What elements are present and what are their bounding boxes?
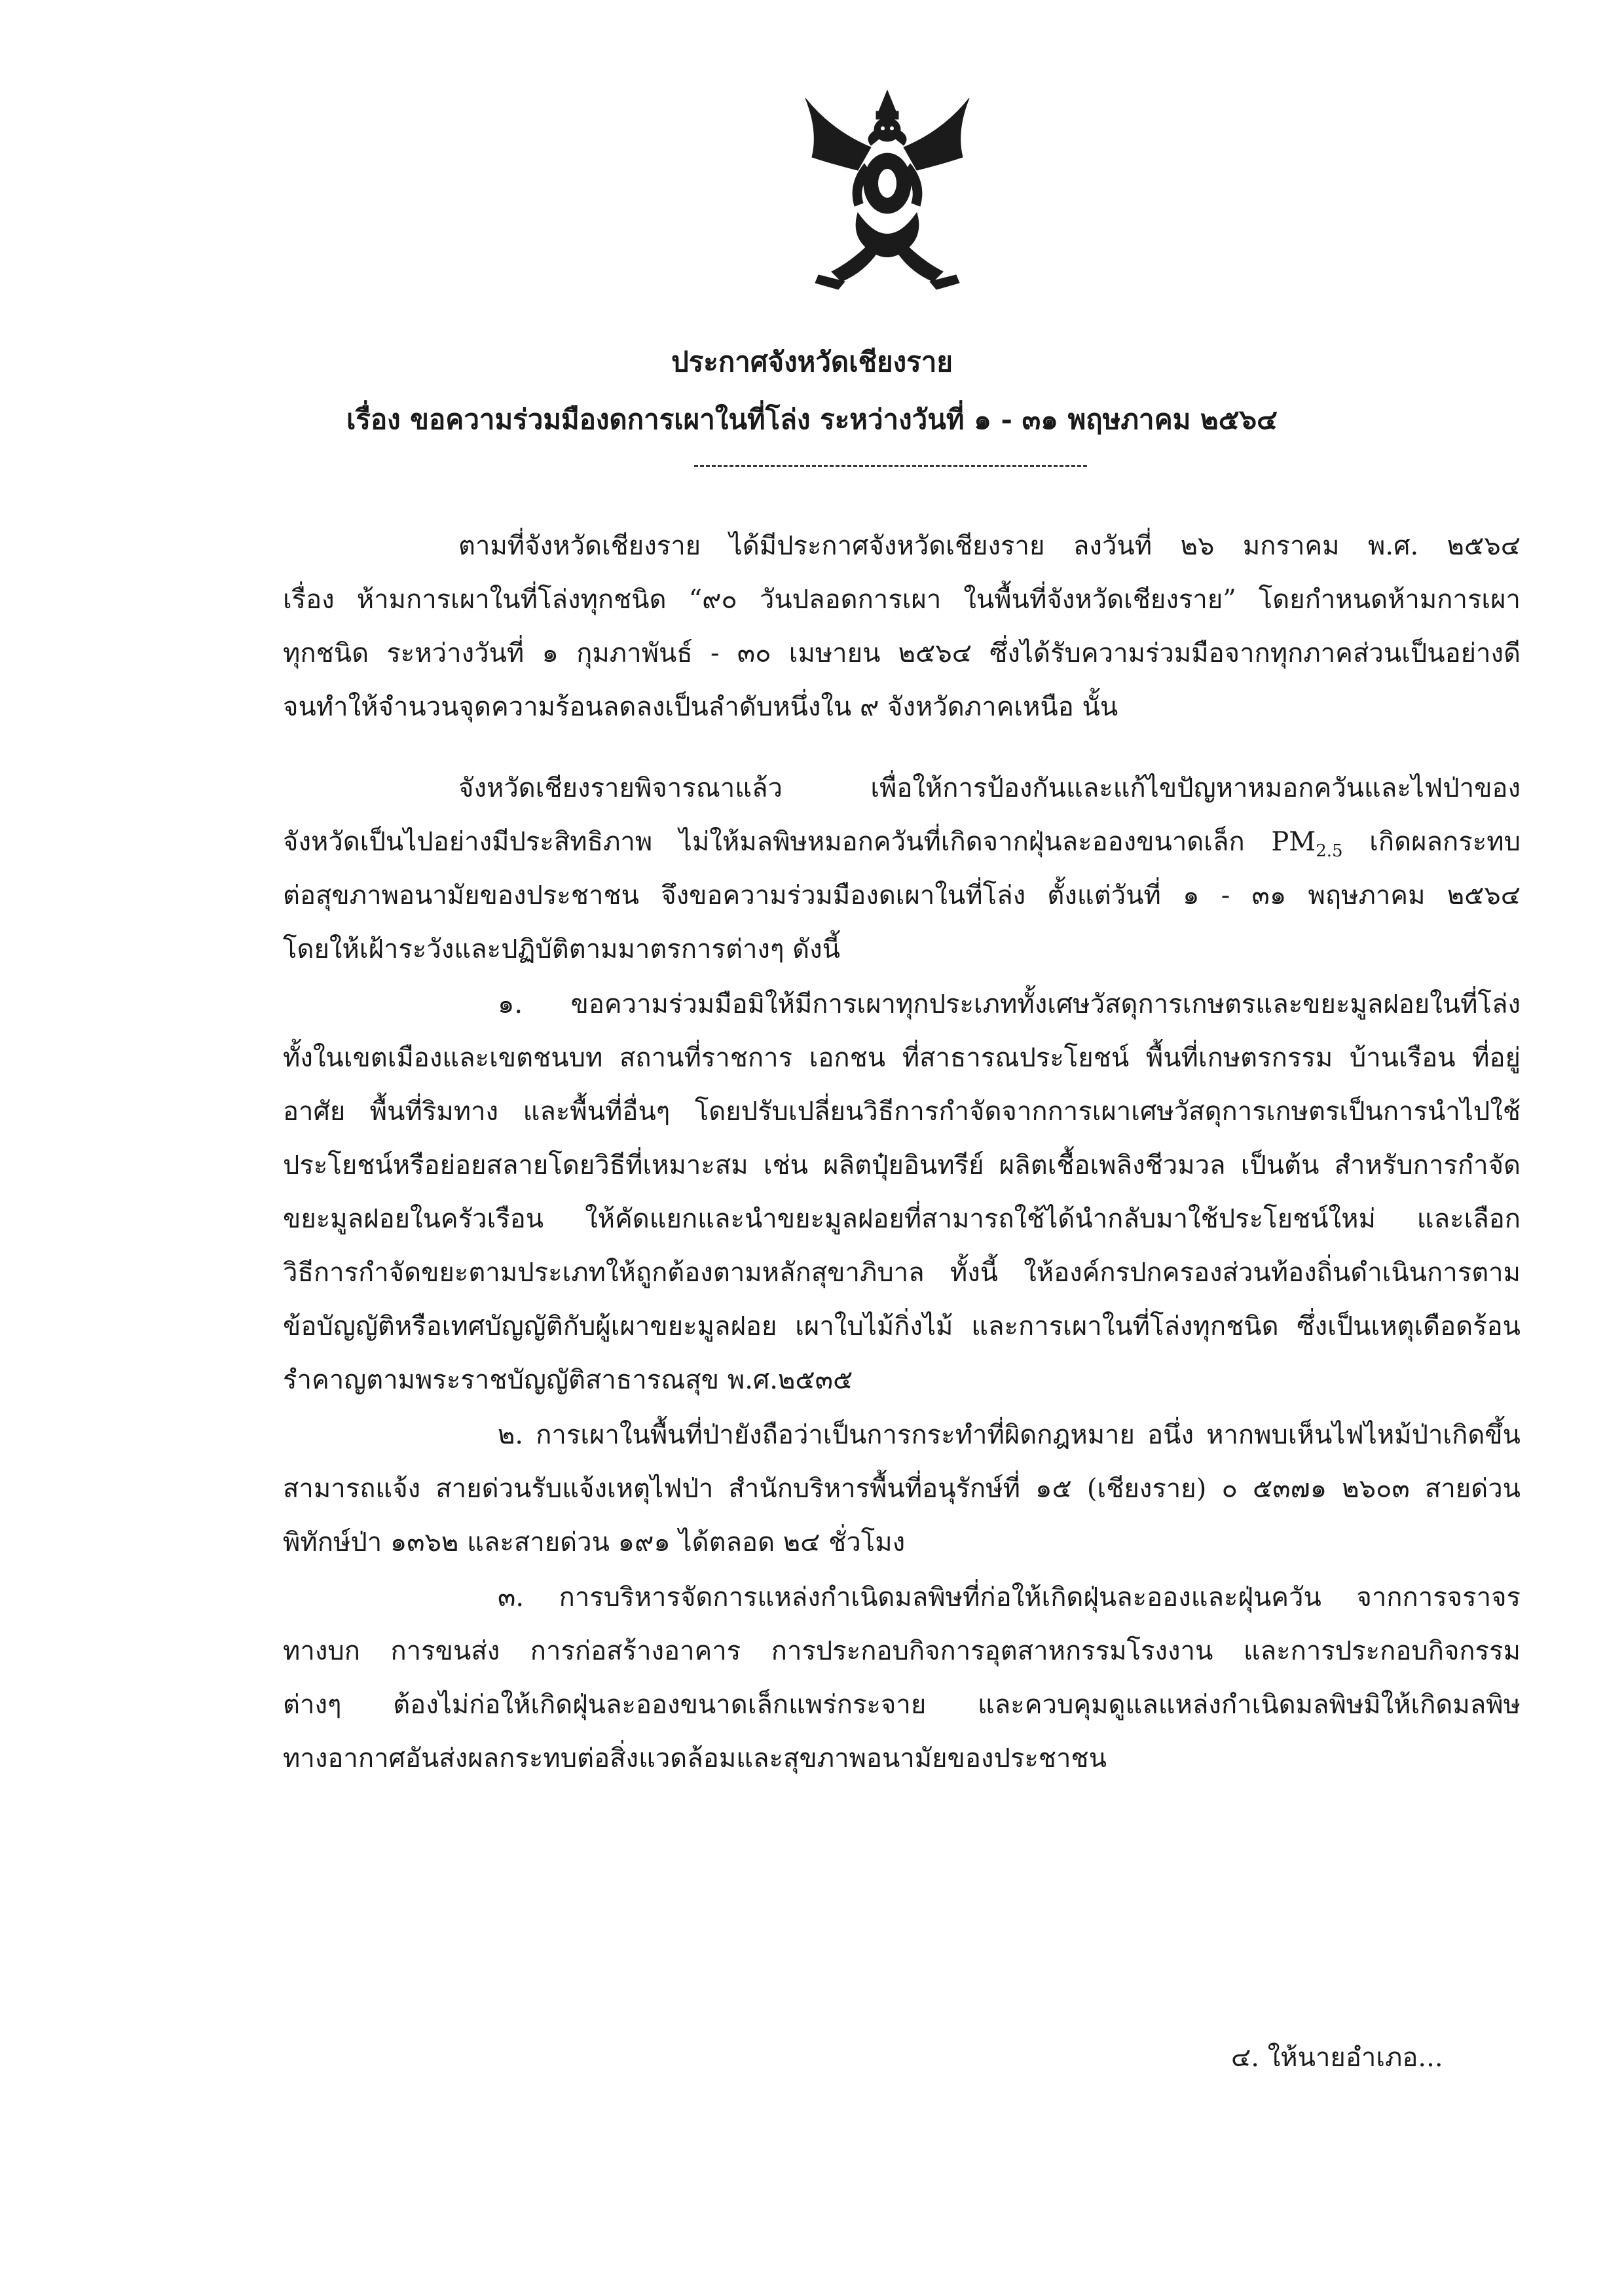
continued-marker: ๔. ให้นายอำเภอ... — [1231, 2043, 1443, 2073]
document-title: ประกาศจังหวัดเชียงราย — [671, 346, 953, 378]
p1-line-3: ทุกชนิด ระหว่างวันที่ ๑ กุมภาพันธ์ - ๓๐ เมษายน ๒๕๖๔ ซึ่งได้รับความร่วมมือจากทุกภาคส่วนเป็นอย่างดี — [283, 638, 1521, 668]
title-divider — [694, 465, 1087, 467]
item2-line-3: พิทักษ์ป่า ๑๓๖๒ และสายด่วน ๑๙๑ ได้ตลอด ๒๔ ชั่วโมง — [283, 1527, 906, 1558]
item3-line-1: ๓. การบริหารจัดการแหล่งกำเนิดมลพิษที่ก่อให้เกิดฝุ่นละอองและฝุ่นควัน จากการจราจร — [498, 1582, 1521, 1613]
p1-line-2: เรื่อง ห้ามการเผาในที่โล่งทุกชนิด “๙๐ วันปลอดการเผา ในพื้นที่จังหวัดเชียงราย” โดยกำหนดห้ามการเผา — [283, 585, 1521, 615]
item1-line-5: ขยะมูลฝอยในครัวเรือน ให้คัดแยกและนำขยะมูลฝอยที่สามารถใช้ได้นำกลับมาใช้ประโยชน์ใหม่ และเลือก — [283, 1204, 1521, 1234]
item3-line-4: ทางอากาศอันส่งผลกระทบต่อสิ่งแวดล้อมและสุขภาพอนามัยของประชาชน — [283, 1743, 1107, 1774]
item2-line-1: ๒. การเผาในพื้นที่ป่ายังถือว่าเป็นการกระทำที่ผิดกฎหมาย อนึ่ง หากพบเห็นไฟไหม้ป่าเกิดขึ้น — [498, 1420, 1521, 1450]
p2-line-2-tail: เกิดผลกระทบ — [1369, 827, 1521, 857]
document-subject: เรื่อง ขอความร่วมมืองดการเผาในที่โล่ง ระหว่างวันที่ ๑ - ๓๑ พฤษภาคม ๒๕๖๔ — [346, 403, 1278, 435]
p2-line-4: โดยให้เฝ้าระวังและปฏิบัติตามมาตรการต่างๆ ดังนี้ — [283, 934, 840, 964]
item1-line-8: รำคาญตามพระราชบัญญัติสาธารณสุข พ.ศ.๒๕๓๕ — [283, 1365, 853, 1395]
item3-line-2: ทางบก การขนส่ง การก่อสร้างอาคาร การประกอบกิจการอุตสาหกรรมโรงงาน และการประกอบกิจกรรม — [283, 1636, 1521, 1666]
p2-line-3: ต่อสุขภาพอนามัยของประชาชน จึงขอความร่วมมืองดเผาในที่โล่ง ตั้งแต่วันที่ ๑ - ๓๑ พฤษภาคม ๒๕๖๔ — [283, 881, 1521, 911]
item1-line-7: ข้อบัญญัติหรือเทศบัญญัติกับผู้เผาขยะมูลฝอย เผาใบไม้กิ่งไม้ และการเผาในที่โล่งทุกชนิด ซึ่งเป็นเหตุเดือดร้อน — [283, 1311, 1521, 1341]
item1-line-1: ๑. ขอความร่วมมือมิให้มีการเผาทุกประเภททั้งเศษวัสดุการเกษตรและขยะมูลฝอยในที่โล่ง — [498, 989, 1521, 1019]
garuda-emblem-icon — [792, 85, 982, 295]
item1-line-3: อาศัย พื้นที่ริมทาง และพื้นที่อื่นๆ โดยปรับเปลี่ยนวิธีการกำจัดจากการเผาเศษวัสดุการเกษตรเป็นการนำไปใช้ — [283, 1097, 1521, 1127]
p1-line-4: จนทำให้จำนวนจุดความร้อนลดลงเป็นลำดับหนึ่งใน ๙ จังหวัดภาคเหนือ นั้น — [283, 692, 1118, 722]
pm-label: PM — [1271, 827, 1316, 857]
item3-line-3: ต่างๆ ต้องไม่ก่อให้เกิดฝุ่นละอองขนาดเล็กแพร่กระจาย และควบคุมดูแลแหล่งกำเนิดมลพิษมิให้เกิดมลพิษ — [283, 1690, 1521, 1720]
item1-line-2: ทั้งในเขตเมืองและเขตชนบท สถานที่ราชการ เอกชน ที่สาธารณประโยชน์ พื้นที่เกษตรกรรม บ้านเรือน ที่อยู่ — [283, 1043, 1521, 1073]
p2-line-2-text: จังหวัดเป็นไปอย่างมีประสิทธิภาพ ไม่ให้มลพิษหมอกควันที่เกิดจากฝุ่นละอองขนาดเล็ก — [283, 827, 1245, 857]
p2-line-2 — [283, 825, 1521, 868]
pm-subscript: 2.5 — [1316, 841, 1343, 861]
p2-line-1: จังหวัดเชียงรายพิจารณาแล้ว เพื่อให้การป้องกันและแก้ไขปัญหาหมอกควันและไฟป่าของ — [458, 773, 1521, 803]
p1-line-1: ตามที่จังหวัดเชียงราย ได้มีประกาศจังหวัดเชียงราย ลงวันที่ ๒๖ มกราคม พ.ศ. ๒๕๖๔ — [458, 531, 1521, 561]
item2-line-2: สามารถแจ้ง สายด่วนรับแจ้งเหตุไฟป่า สำนักบริหารพื้นที่อนุรักษ์ที่ ๑๕ (เชียงราย) ๐ ๕๓๗๑ ๒๖๐๓ สายด่วน — [283, 1474, 1521, 1504]
item1-line-4: ประโยชน์หรือย่อยสลายโดยวิธีที่เหมาะสม เช่น ผลิตปุ๋ยอินทรีย์ ผลิตเชื้อเพลิงชีวมวล เป็นต้น สำหรับการกำจัด — [283, 1150, 1521, 1180]
item1-line-6: วิธีการกำจัดขยะตามประเภทให้ถูกต้องตามหลักสุขาภิบาล ทั้งนี้ ให้องค์กรปกครองส่วนท้องถิ่นดำเนินการตาม — [283, 1258, 1521, 1288]
